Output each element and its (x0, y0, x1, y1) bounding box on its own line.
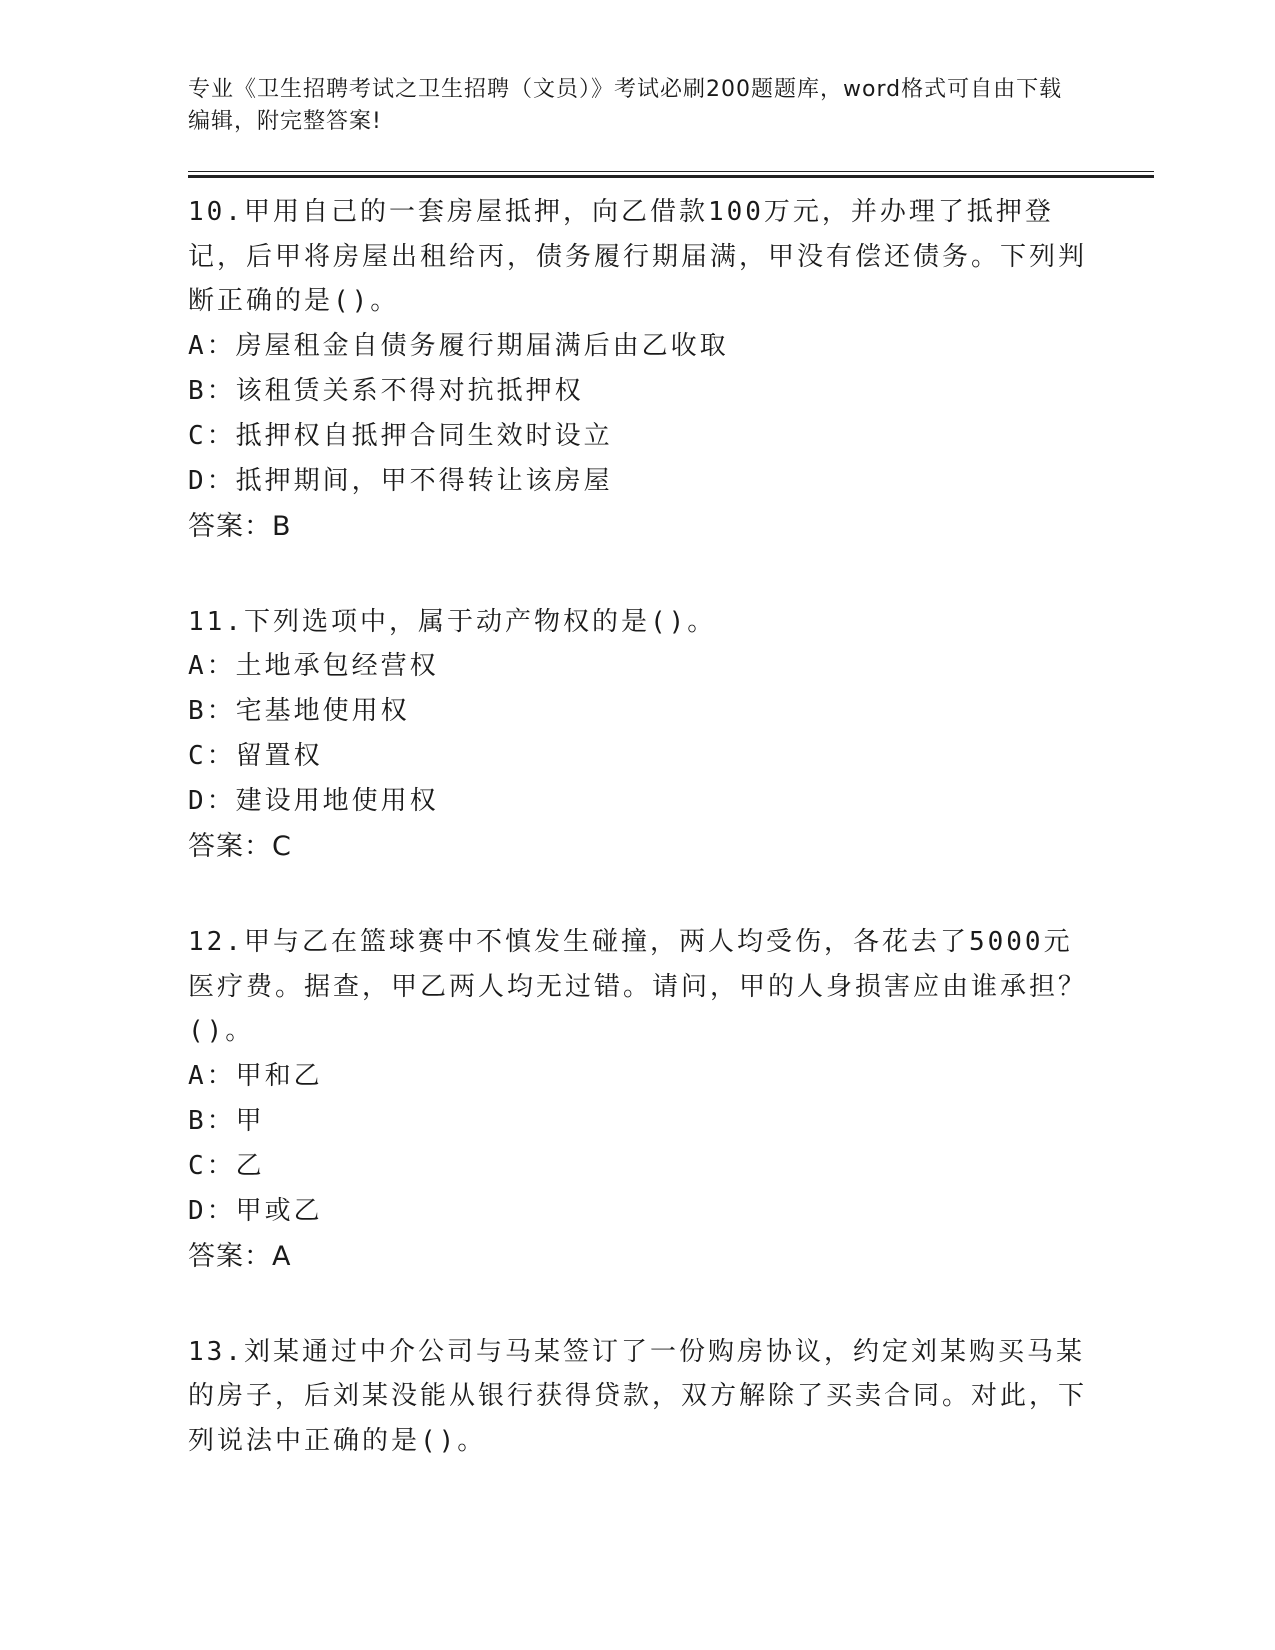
answer-line: 答案：A (188, 1240, 292, 1272)
question-list (188, 190, 1088, 1514)
option-b: B：甲 (188, 1105, 265, 1136)
question-11 (188, 600, 1088, 870)
document-header: 专业《卫生招聘考试之卫生招聘（文员）》考试必刷200题题库，word格式可自由下载编辑，附完整答案! (188, 77, 1063, 134)
option-a: A：土地承包经营权 (188, 651, 439, 681)
question-10 (188, 190, 1088, 549)
option-d: D：建设用地使用权 (188, 786, 439, 816)
question-stem: 12.甲与乙在篮球赛中不慎发生碰撞，两人均受伤，各花去了5000元医疗费。据查，甲乙两人均无过错。请问，甲的人身损害应由谁承担？()。 (188, 927, 1088, 1046)
question-stem: 11.下列选项中，属于动产物权的是()。 (188, 606, 717, 637)
option-b: B：宅基地使用权 (188, 696, 410, 726)
question-13 (188, 1330, 1088, 1464)
answer-line: 答案：C (188, 831, 292, 862)
answer-line: 答案：B (188, 510, 292, 542)
option-c: C：乙 (188, 1150, 265, 1181)
option-c: C：抵押权自抵押合同生效时设立 (188, 420, 613, 451)
header-divider-thick (188, 175, 1154, 178)
question-stem: 13.刘某通过中介公司与马某签订了一份购房协议，约定刘某购买马某的房子，后刘某没能从银行获得贷款，双方解除了买卖合同。对此，下列说法中正确的是()。 (188, 1336, 1088, 1456)
option-d: D：抵押期间，甲不得转让该房屋 (188, 465, 613, 496)
option-b: B：该租赁关系不得对抗抵押权 (188, 375, 584, 406)
question-stem: 10.甲用自己的一套房屋抵押，向乙借款100万元，并办理了抵押登记，后甲将房屋出租给丙，债务履行期届满，甲没有偿还债务。下列判断正确的是()。 (188, 197, 1088, 316)
question-12 (188, 920, 1088, 1279)
option-a: A：房屋租金自债务履行期届满后由乙收取 (188, 330, 729, 361)
option-a: A：甲和乙 (188, 1060, 323, 1091)
option-d: D：甲或乙 (188, 1195, 323, 1226)
header-divider-thin (188, 171, 1154, 172)
option-c: C：留置权 (188, 741, 323, 771)
